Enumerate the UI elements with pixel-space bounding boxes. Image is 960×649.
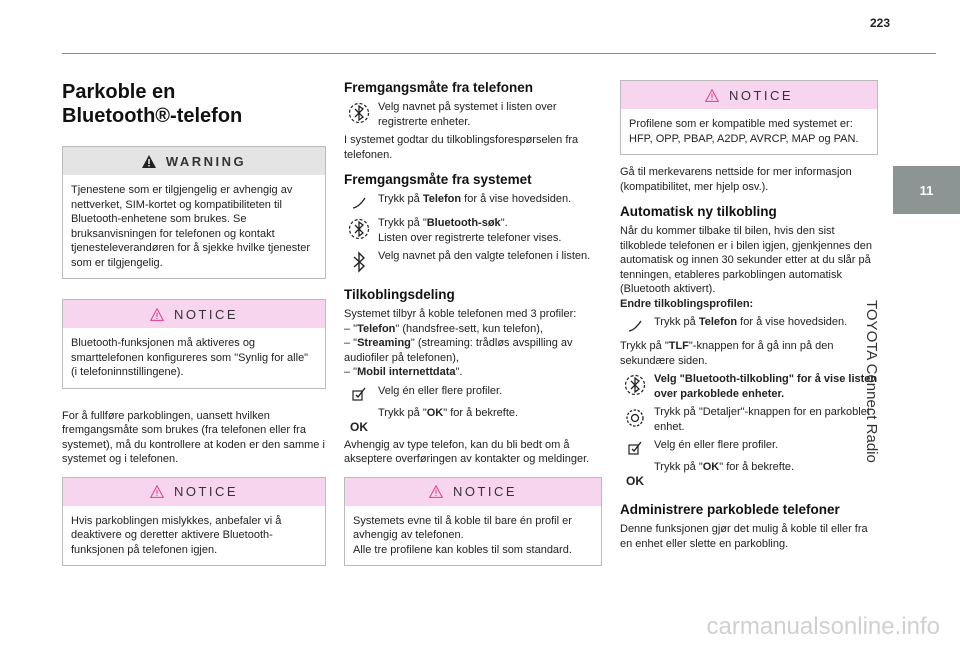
- section-heading: Administrere parkoblede telefoner: [620, 502, 840, 517]
- notice-icon: [705, 89, 719, 102]
- notice-box: [620, 80, 878, 155]
- phone-icon: [626, 317, 644, 335]
- depend-text: Avhengig av type telefon, kan du bli bedt om å akseptere overføringen av kontakter og meldinger.: [344, 438, 590, 465]
- section-heading: Automatisk ny tilkobling: [620, 204, 777, 219]
- watermark: carmanualsonline.info: [706, 613, 940, 640]
- notice-text: Hvis parkoblingen mislykkes, anbefaler vi å deaktivere og deretter aktivere Bluetooth-funksjonen på telefonen igjen.: [71, 514, 282, 556]
- notice-header: NOTICE: [63, 300, 325, 328]
- section-heading: Fremgangsmåte fra systemet: [344, 172, 532, 187]
- instruction-step: OK Trykk på "OK" for å bekrefte.: [344, 406, 602, 434]
- manage-text: Denne funksjonen gjør det mulig å koble til eller fra en enhet eller slette en parkobling.: [620, 523, 868, 550]
- notice-icon: [150, 485, 164, 498]
- auto-reconnect-text: Når du kommer tilbake til bilen, hvis den sist tilkoblede telefonen er i bilen igjen, gjenkjennes den automatisk og innen 30 sekunder etter at du slår på tenningen, etableres parkoblingen automatisk (Bluetooth aktivert).: [620, 225, 872, 295]
- instruction-step: Trykk på "Detaljer"-knappen for en parkoblet enhet.: [620, 405, 878, 434]
- bluetooth-symbol-icon: [351, 251, 367, 273]
- warning-header: WARNING: [63, 147, 325, 175]
- instruction-step: Trykk på Telefon for å vise hovedsiden.: [344, 192, 602, 212]
- instruction-step: Velg navnet på den valgte telefonen i listen.: [344, 249, 602, 273]
- gear-icon: [624, 407, 646, 429]
- sharing-intro: Systemet tilbyr å koble telefonen med 3 profiler:: [344, 308, 577, 320]
- bluetooth-icon: [624, 374, 646, 396]
- checklist-icon: [627, 440, 643, 456]
- notice-icon: [429, 485, 443, 498]
- instruction-step: Velg navnet på systemet i listen over registrerte enheter.: [344, 100, 602, 129]
- section-heading: Tilkoblingsdeling: [344, 287, 455, 302]
- notice-text: Bluetooth-funksjonen må aktiveres og smarttelefonen konfigureres som "Synlig for alle" (i telefoninnstillingene).: [71, 337, 309, 378]
- warning-icon: [142, 155, 156, 168]
- instruction-step: Velg én eller flere profiler.: [620, 438, 878, 456]
- tlf-text: Trykk på "TLF"-knappen for å gå inn på den sekundære siden.: [620, 340, 834, 367]
- instruction-step: Trykk på "Bluetooth-søk". Listen over registrerte telefoner vises.: [344, 216, 602, 245]
- pairing-code-paragraph: For å fullføre parkoblingen, uansett hvilken fremgangsmåte som brukes (fra telefonen eller fra systemet), må du kontrollere at koden er den samme i systemet og i telefonen.: [62, 409, 325, 465]
- notice-icon: [150, 308, 164, 321]
- notice-text: Profilene som er kompatible med systemet er: HFP, OPP, PBAP, A2DP, AVRCP, MAP og PAN.: [629, 118, 859, 145]
- change-profile-heading: Endre tilkoblingsprofilen:: [620, 297, 754, 310]
- page-title: Parkoble en Bluetooth®-telefon: [62, 81, 243, 127]
- notice-box: [62, 477, 326, 567]
- notice-box: [62, 299, 326, 389]
- chapter-tab-number: 11: [893, 166, 960, 214]
- page-number: 223: [869, 16, 890, 30]
- column-2: [344, 80, 602, 576]
- profile-item: – "Streaming" (streaming: trådløs avspilling av audiofiler på telefonen),: [344, 337, 573, 364]
- profile-item: – "Mobil internettdata".: [344, 366, 463, 378]
- notice-header: NOTICE: [63, 478, 325, 506]
- instruction-step: Velg "Bluetooth-tilkobling" for å vise listen over parkoblede enheter.: [620, 372, 878, 401]
- column-1: [62, 80, 326, 576]
- notice-header: NOTICE: [345, 478, 601, 506]
- instruction-step: Velg én eller flere profiler.: [344, 384, 602, 402]
- instruction-step: OK Trykk på "OK" for å bekrefte.: [620, 460, 878, 488]
- phone-accept-text: I systemet godtar du tilkoblingsforespørselen fra telefonen.: [344, 134, 579, 161]
- notice-text: Systemets evne til å koble til bare én profil er avhengig av telefonen. Alle tre profilene kan kobles til som standard.: [353, 514, 572, 556]
- instruction-step: Trykk på Telefon for å vise hovedsiden.: [620, 315, 878, 335]
- chapter-tab-label: TOYOTA Connect Radio: [863, 300, 880, 463]
- profile-item: – "Telefon" (handsfree-sett, kun telefon),: [344, 322, 543, 335]
- section-heading: Fremgangsmåte fra telefonen: [344, 80, 534, 95]
- bluetooth-icon: [348, 218, 370, 240]
- notice-header: NOTICE: [621, 81, 877, 109]
- header-rule: [62, 53, 936, 54]
- warning-text: Tjenestene som er tilgjengelig er avhengig av nettverket, SIM-kortet og kompatibiliteten til Bluetooth-enhetene som brukes. Se bruksanvisningen for telefonen og kontakt tjenesteleverandøren for å sjekke hvilke tjenester som er tilgjengelig.: [71, 184, 311, 269]
- phone-icon: [350, 194, 368, 212]
- ok-icon: OK: [350, 419, 368, 434]
- ok-icon: OK: [626, 474, 644, 488]
- bluetooth-icon: [348, 102, 370, 124]
- warning-box: [62, 146, 326, 279]
- column-3: [620, 80, 878, 551]
- notice-box: [344, 477, 602, 567]
- checklist-icon: [351, 386, 367, 402]
- website-text: Gå til merkevarens nettside for mer informasjon (kompatibilitet, mer hjelp osv.).: [620, 166, 852, 193]
